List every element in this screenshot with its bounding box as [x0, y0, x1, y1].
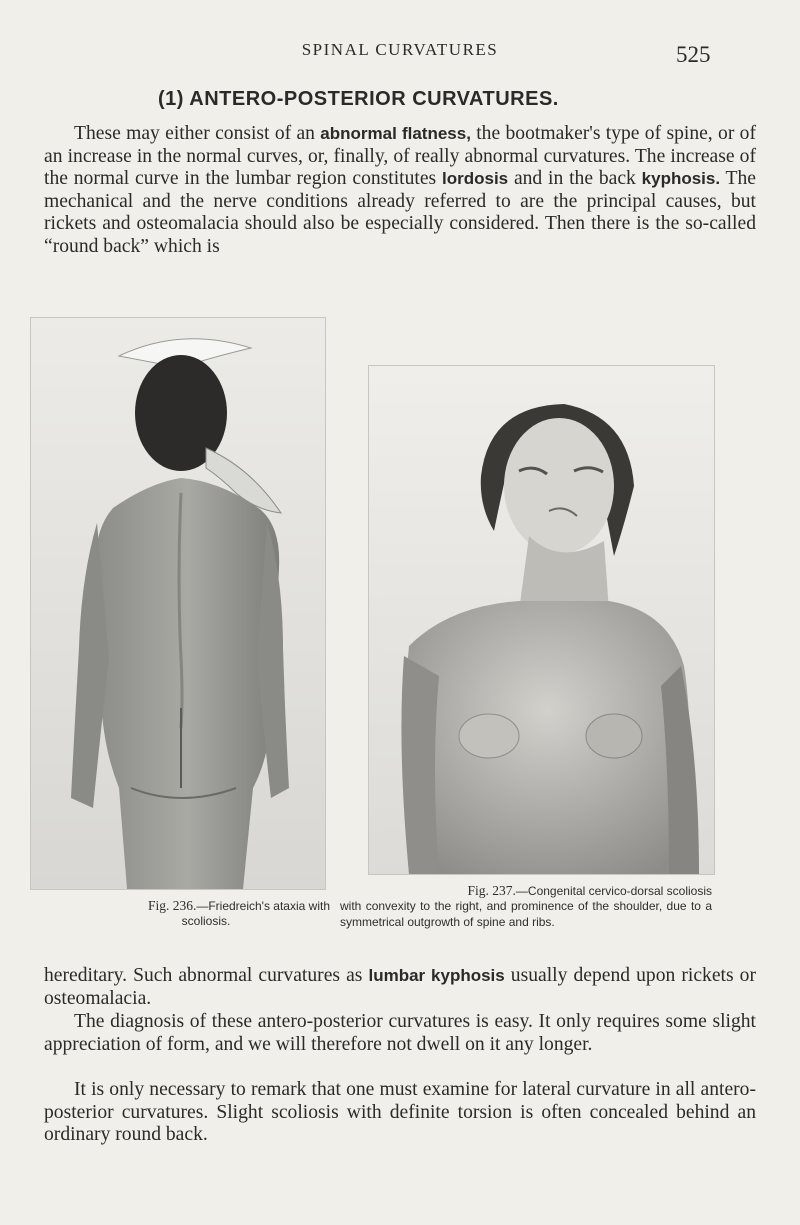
paragraph-4: It is only necessary to remark that one must examine for lateral curvature in all antero-posterior curvatures. Slight scoliosis with definite torsion is often concealed behind an ordinary round back. — [44, 1079, 756, 1146]
paragraph-2-text-b: usually depend upon rickets or osteomalacia. — [44, 965, 756, 1009]
figure-237-photo — [368, 365, 715, 875]
paragraph-1-text-c: and in the back — [508, 168, 642, 190]
paragraph-1 — [44, 123, 756, 259]
paragraph-2-text-a: hereditary. Such abnormal curvatures as — [44, 965, 369, 986]
figure-236-caption-line2: scoliosis. — [181, 914, 231, 929]
paragraph-1-text-b: the bootmaker's type of spine, or of an increase in the normal curves, or, finally, of really abnormal curvatures. The increase of the normal curve in the lumbar region constitutes — [44, 123, 756, 190]
term-lordosis: lordosis — [442, 169, 509, 189]
term-abnormal-flatness: abnormal flatness, — [320, 124, 471, 143]
term-lumbar-kyphosis: lumbar kyphosis — [368, 966, 505, 985]
figure-237-caption — [340, 883, 712, 930]
page-number: 525 — [676, 42, 711, 67]
term-kyphosis: kyphosis. — [641, 169, 721, 189]
paragraph-2 — [44, 965, 756, 1010]
figure-237-caption-line1: —Congenital cervico-dorsal scoliosis — [515, 884, 712, 898]
figure-236-caption-line1: —Friedreich's ataxia with — [196, 899, 330, 913]
figure-236-photo — [30, 317, 326, 890]
paragraph-3: The diagnosis of these antero-posterior curvatures is easy. It only requires some slight appreciation of form, and we will therefore not dwell on it any longer. — [44, 1011, 756, 1055]
paragraph-1-text-d: The mechanical and the nerve conditions already referred to are the principal causes, but rickets and osteomalacia should also be especially considered. Then there is the so-called “round back” which is — [44, 168, 756, 257]
figure-237-label: Fig. 237. — [467, 883, 516, 898]
section-heading: (1) ANTERO-POSTERIOR CURVATURES. — [158, 88, 559, 110]
figure-236-caption — [40, 898, 330, 930]
figure-236-label: Fig. 236. — [147, 898, 197, 913]
figure-237-front-view-illustration — [369, 366, 714, 874]
running-head: SPINAL CURVATURES — [301, 40, 499, 59]
figure-237-caption-rest: with convexity to the right, and prominence of the shoulder, due to a symmetrical outgrowth of spine and ribs. — [340, 899, 712, 929]
figure-236-back-view-illustration — [31, 318, 325, 889]
paragraph-1-text-a: These may either consist of an — [74, 123, 321, 144]
